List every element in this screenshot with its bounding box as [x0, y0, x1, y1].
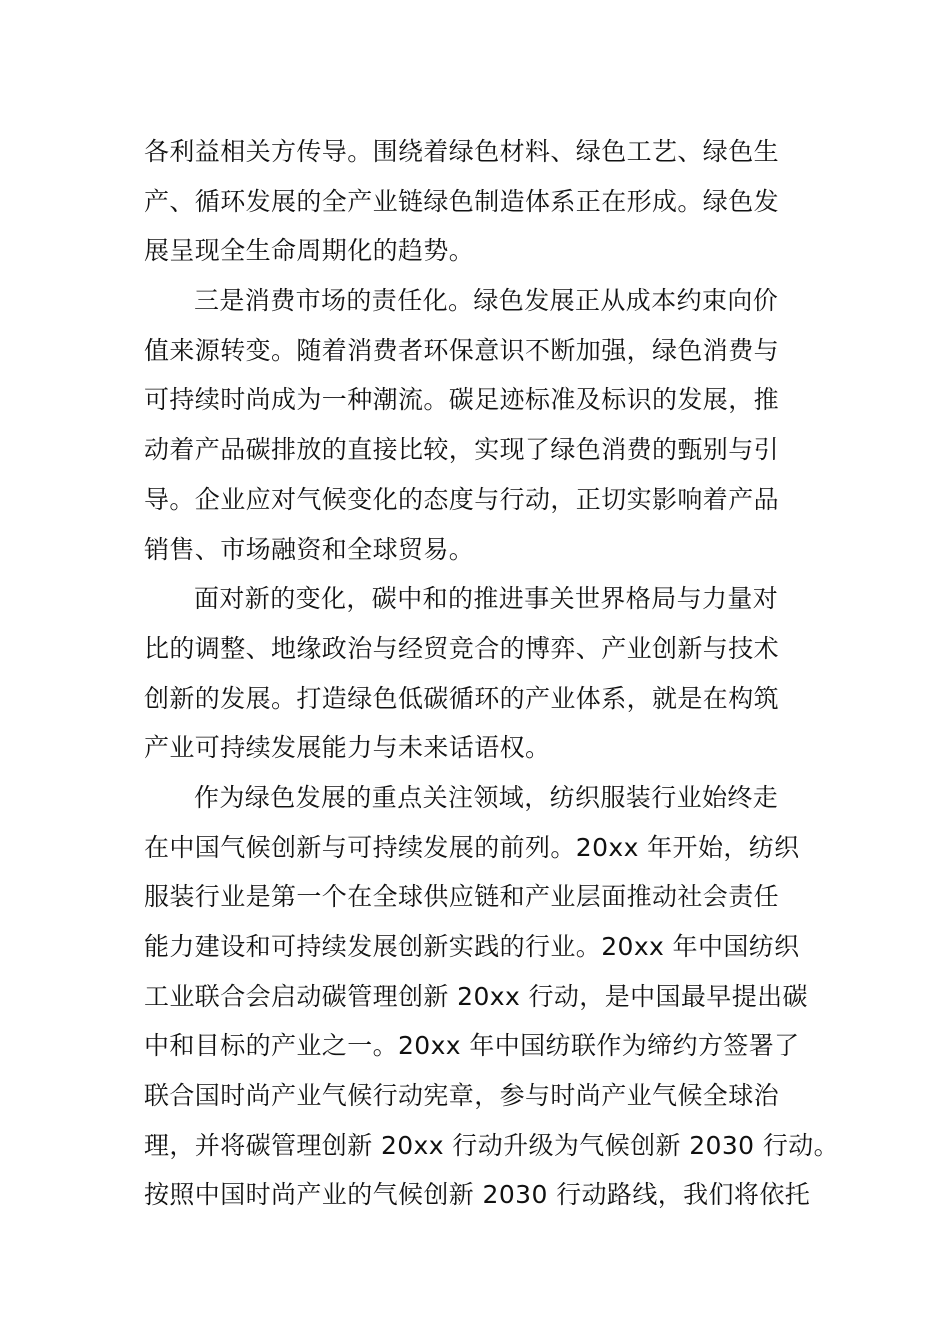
text-line: 展呈现全生命周期化的趋势。 — [144, 236, 475, 266]
text-line: 比的调整、地缘政治与经贸竞合的博弈、产业创新与技术 — [144, 633, 780, 663]
paragraph — [144, 574, 834, 773]
text-line: 服装行业是第一个在全球供应链和产业层面推动社会责任 — [144, 882, 780, 912]
text-line: 可持续时尚成为一种潮流。碳足迹标准及标识的发展，推 — [144, 385, 780, 415]
text-line: 导。企业应对气候变化的态度与行动，正切实影响着产品 — [144, 484, 780, 514]
text-line: 动着产品碳排放的直接比较，实现了绿色消费的甄别与引 — [144, 435, 780, 465]
text-line: 工业联合会启动碳管理创新 20xx 行动，是中国最早提出碳 — [144, 981, 808, 1011]
text-line: 面对新的变化，碳中和的推进事关世界格局与力量对 — [194, 584, 779, 614]
paragraph — [144, 276, 834, 574]
text-line: 销售、市场融资和全球贸易。 — [144, 534, 475, 564]
text-line: 按照中国时尚产业的气候创新 2030 行动路线，我们将依托 — [144, 1180, 811, 1210]
text-line: 创新的发展。打造绿色低碳循环的产业体系，就是在构筑 — [144, 683, 780, 713]
text-line: 产、循环发展的全产业链绿色制造体系正在形成。绿色发 — [144, 186, 780, 216]
text-line: 理，并将碳管理创新 20xx 行动升级为气候创新 2030 行动。 — [144, 1130, 840, 1160]
text-line: 在中国气候创新与可持续发展的前列。20xx 年开始，纺织 — [144, 832, 800, 862]
text-line: 联合国时尚产业气候行动宪章，参与时尚产业气候全球治 — [144, 1081, 780, 1111]
text-line: 各利益相关方传导。围绕着绿色材料、绿色工艺、绿色生 — [144, 137, 780, 166]
body-text — [144, 127, 840, 1220]
text-line: 能力建设和可持续发展创新实践的行业。20xx 年中国纺织 — [144, 932, 800, 961]
text-line: 作为绿色发展的重点关注领域，纺织服装行业始终走 — [194, 782, 779, 812]
text-line: 中和目标的产业之一。20xx 年中国纺联作为缔约方签署了 — [144, 1031, 800, 1061]
text-line: 产业可持续发展能力与未来话语权。 — [144, 733, 551, 763]
text-line: 值来源转变。随着消费者环保意识不断加强，绿色消费与 — [144, 335, 780, 365]
paragraph — [144, 127, 834, 276]
text-line: 三是消费市场的责任化。绿色发展正从成本约束向价 — [194, 286, 779, 316]
paragraph — [144, 773, 840, 1220]
